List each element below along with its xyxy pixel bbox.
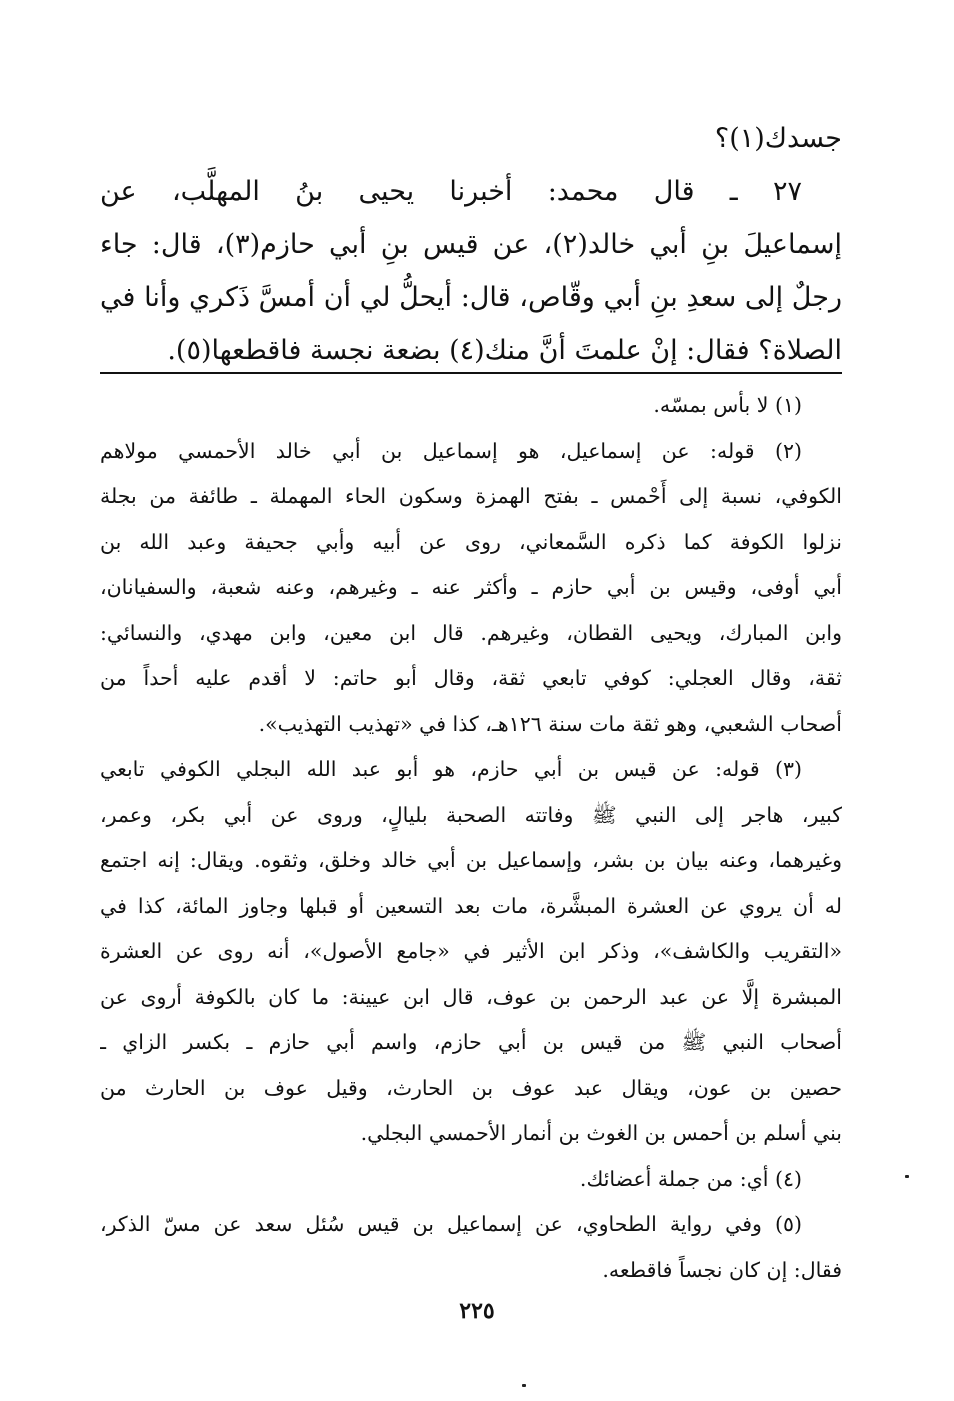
main-text-line: جسدك(١)؟: [714, 123, 842, 154]
footnote-line: فقال: إن كان نجساً فاقطعه.: [602, 1257, 842, 1282]
footnote-line: أبي أوفى، وقيس بن أبي حازم ـ وأكثر عنه ـ وغيرهم، وعنه شعبة، والسفيانان،: [100, 575, 842, 599]
scan-speck: [522, 1384, 526, 1387]
footnote-line: المبشرة إلَّا عن عبد الرحمن بن عوف، قال ابن عيينة: ما كان بالكوفة أروى عن: [100, 984, 842, 1009]
footnote-3: (٣) قوله: عن قيس بن أبي حازم، هو أبو عبد الله البجلي الكوفي تابعي: [100, 757, 802, 781]
footnote-line: حصين بن عون، ويقال عبد عوف بن الحارث، وقيل عوف بن الحارث من: [100, 1075, 842, 1100]
footnote-line: وغيرهما، وعنه بيان بن بشر، وإسماعيل بن أبي خالد وخلق، وثقوه. ويقال: إنه اجتمع: [100, 848, 842, 872]
main-text-line: رجلٌ إلى سعدِ بنِ أبي وقّاص، قال: أيحلُّ لي أن أمسَّ ذَكري وأنا في: [100, 282, 842, 313]
main-text-line: الصلاة؟ فقال: إنْ علمتَ أنَّ منك(٤) بضعة نجسة فاقطعها(٥).: [167, 335, 842, 366]
footnote-2: (٢) قوله: عن إسماعيل، هو إسماعيل بن أبي خالد الأحمسي مولاهم: [100, 438, 802, 463]
footnote-separator: [100, 372, 842, 374]
footnotes: [100, 383, 842, 1293]
footnote-line: كبير، هاجر إلى النبي ﷺ وفاتته الصحبة بليالٍ، وروى عن أبي بكر، وعمر،: [100, 802, 842, 827]
scan-speck: [905, 1175, 909, 1178]
page-number: ٢٢٥: [459, 1298, 495, 1324]
footnote-line: «التقريب والكاشف»، وذكر ابن الأثير في «جامع الأصول»، أنه روى عن العشرة: [100, 939, 842, 963]
footnote-4: (٤) أي: من جملة أعضائك.: [579, 1166, 802, 1191]
hadith-27-line: ٢٧ ـ قال محمد: أخبرنا يحيى بنُ المهلَّب، عن: [100, 176, 802, 207]
footnote-line: أصحاب النبي ﷺ من قيس بن أبي حازم، واسم أبي حازم ـ بكسر الزاي ـ: [100, 1030, 842, 1054]
main-text: [100, 112, 842, 377]
footnote-line: له أن يروي عن العشرة المبشَّرة، مات بعد التسعين أو قبلها وجاوز المائة، كذا في: [100, 893, 842, 918]
main-text-line: إسماعيلَ بنِ أبي خالد(٢)، عن قيس بنِ أبي حازم(٣)، قال: جاء: [100, 229, 842, 260]
footnote-line: وابن المبارك، ويحيى القطان، وغيرهم. قال ابن معين، وابن مهدي، والنسائي:: [100, 620, 842, 645]
footnote-1: (١) لا بأس بمسّه.: [653, 393, 802, 417]
footnote-5: (٥) وفي رواية الطحاوي، عن إسماعيل بن قيس سُئل سعد عن مسّ الذكر،: [100, 1212, 802, 1236]
footnote-line: ثقة، وقال العجلي: كوفي تابعي ثقة، وقال أبو حاتم: لا أقدم عليه أحداً من: [100, 666, 842, 690]
footnote-line: نزلوا الكوفة كما ذكره السَّمعاني، روى عن أبيه وأبي جحيفة وعبد الله بن: [100, 529, 842, 554]
footnote-line: بني أسلم بن أحمس بن الغوث بن أنمار الأحمسي البجلي.: [360, 1121, 842, 1145]
footnote-line: أصحاب الشعبي، وهو ثقة مات سنة ١٢٦هـ، كذا في «تهذيب التهذيب».: [258, 711, 842, 736]
footnote-line: الكوفي، نسبة إلى أَحْمس ـ بفتح الهمزة وسكون الحاء المهملة ـ طائفة من بجلة: [100, 484, 842, 508]
